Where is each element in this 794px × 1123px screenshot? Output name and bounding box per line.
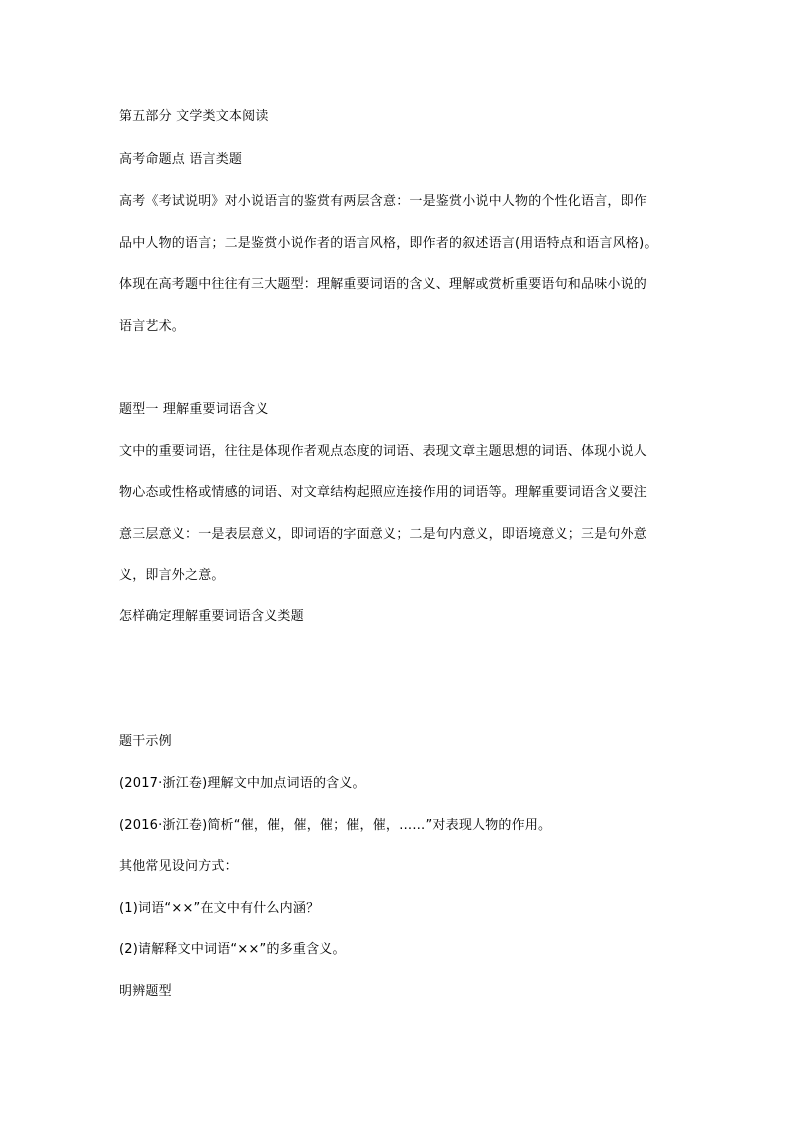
how-to-identify-heading: 怎样确定理解重要词语含义类题	[119, 609, 304, 624]
section-title: 第五部分 文学类文本阅读	[119, 109, 269, 124]
type-one-body-line-3: 意三层意义：一是表层意义，即词语的字面意义；二是句内意义，即语境意义；三是句外意	[119, 527, 648, 542]
intro-line-4: 语言艺术。	[119, 319, 186, 334]
type-one-title: 题型一 理解重要词语含义	[119, 402, 269, 417]
type-one-body-line-1: 文中的重要词语，往往是体现作者观点态度的词语、表现文章主题思想的词语、体现小说人	[119, 444, 648, 459]
type-one-body-line-2: 物心态或性格或情感的词语、对文章结构起照应连接作用的词语等。理解重要词语含义要注	[119, 485, 648, 500]
type-one-body-line-4: 义，即言外之意。	[119, 568, 225, 583]
subsection-title: 高考命题点 语言类题	[119, 152, 243, 167]
other-methods-heading: 其他常见设问方式：	[119, 859, 238, 874]
example-item-2: (2016·浙江卷)简析“催，催，催，催；催，催，……”对表现人物的作用。	[119, 818, 552, 833]
example-heading: 题干示例	[119, 734, 172, 749]
intro-line-3: 体现在高考题中往往有三大题型：理解重要词语的含义、理解或赏析重要语句和品味小说的	[119, 277, 648, 292]
intro-line-1: 高考《考试说明》对小说语言的鉴赏有两层含意：一是鉴赏小说中人物的个性化语言，即作	[119, 194, 648, 209]
question-item-1: (1)词语“××”在文中有什么内涵？	[119, 901, 320, 916]
example-item-1: (2017·浙江卷)理解文中加点词语的含义。	[119, 776, 366, 791]
intro-line-2: 品中人物的语言；二是鉴赏小说作者的语言风格，即作者的叙述语言(用语特点和语言风格)。	[119, 236, 658, 251]
clarify-heading: 明辨题型	[119, 984, 172, 999]
question-item-2: (2)请解释文中词语“××”的多重含义。	[119, 942, 346, 957]
